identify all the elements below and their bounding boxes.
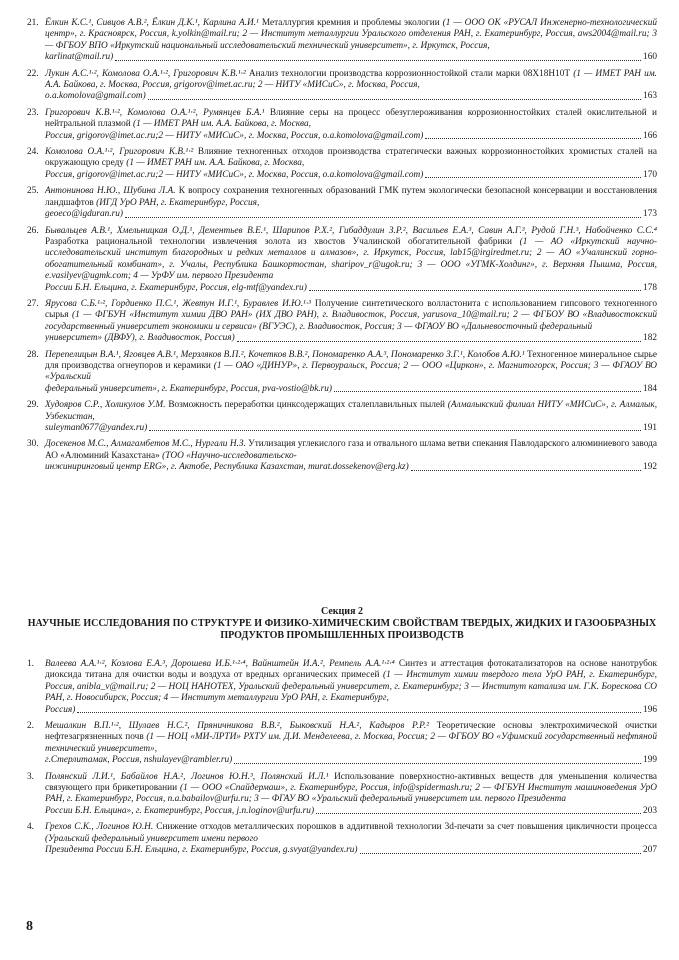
entry-authors: Ёлкин К.С.¹, Сивцов А.В.², Ёлкин Д.К.¹, Карлина А.И.¹ — [45, 18, 259, 28]
entry-title: Влияние техногенных отходов производства стратегически важных коррозионностойких хромистых сталей на окружающую среду — [45, 147, 658, 169]
dot-leader — [425, 177, 641, 178]
entry-affiliations-end: Россия) — [45, 704, 76, 715]
toc-entry — [27, 822, 657, 856]
toc-entry — [27, 659, 657, 716]
entry-affiliations-end: федеральный университет», г. Екатеринбург, Россия, pva-vostio@bk.ru) — [45, 383, 333, 394]
entry-last-line — [45, 462, 657, 473]
dot-leader — [237, 341, 641, 342]
entry-page-number: 207 — [643, 845, 657, 856]
toc-entry — [27, 299, 657, 345]
entry-affiliations: (1 — ООО ОК «РУСАЛ Инженерно-технологический центр», г. Красноярск, Россия, k.yolkin@mail.ru; 2 — Институт металлургии Уральского отделения РАН, г. Екатеринбург, Россия, aws2004@mail.ru; 3 — ФГБОУ ВПО «Иркутский национальный исследовательский технический университет», г. Иркутск, Россия, — [45, 18, 658, 51]
entry-last-line — [45, 91, 657, 102]
entry-title: Техногенное минеральное сырье для производства огнеупоров и керамики — [45, 349, 657, 371]
entry-number: 26. — [27, 225, 39, 236]
entry-title: Металлургия кремния и проблемы экологии — [261, 18, 440, 28]
entry-affiliations-end: suleyman0677@yandex.ru) — [45, 423, 148, 433]
entry-last-line — [45, 283, 657, 294]
entry-last-line — [45, 131, 657, 142]
entry-number: 3. — [27, 771, 34, 782]
entry-affiliations-end: Президента России Б.Н. Ельцина, г. Екатеринбург, Россия, g.svyat@yandex.ru) — [45, 845, 358, 856]
entry-page-number: 178 — [643, 282, 657, 293]
entry-affiliations: (ТОО «Научно-исследовательско- — [162, 450, 297, 461]
entry-title: Влияние серы на процесс обезуглероживания коррозионностойких сталей окислительной и нейтральной плазмой — [45, 107, 658, 130]
entry-number: 29. — [27, 400, 39, 411]
dot-leader — [309, 290, 641, 291]
entry-affiliations: (1 — АО «Иркутский научно-исследовательский институт благородных и редких металлов и алмазов», г. Иркутск, Россия, lab15@irgiredmet.ru; 2 — АО «Учалинский горно-обогатительный комбинат», г. Учалы, Республика Башкортостан, sharipov_r@ugok.ru; 3 — ООО «УГМК-Холдинг», г. Верхняя Пышма, Россия, e.vasilyev@ugmk.com; 4 — УрФУ им. первого Президента — [45, 236, 658, 282]
dot-leader — [77, 712, 641, 713]
entry-page-number: 199 — [643, 755, 657, 766]
entry-affiliations-end: г.Стерлитамак, Россия, nshulayev@rambler.ru) — [45, 755, 233, 766]
entry-page-number: 170 — [643, 169, 657, 180]
entry-authors: Мешалкин В.П.¹·², Шулаев Н.С.², Пряничникова В.В.², Быковский Н.А.², Кадыров Р.Р.² — [45, 721, 429, 732]
section-header — [27, 606, 657, 642]
entry-page-number: 160 — [643, 52, 657, 63]
entry-page-number: 196 — [643, 704, 657, 715]
dot-leader — [149, 430, 641, 431]
entry-affiliations: (ИГД УрО РАН, г. Екатеринбург, Россия, — [96, 197, 260, 208]
entry-affiliations-end: Россия, grigorov@imet.ac.ru;2 — НИТУ «МИСиС», г. Москва, Россия, o.a.komolova@gmail.com) — [45, 130, 424, 141]
dot-leader — [425, 138, 641, 139]
section-2-entries — [27, 659, 657, 862]
entry-last-line — [45, 806, 657, 817]
entry-title: К вопросу сохранения техногенных образований ГМК путем экологически безопасной консервации и восстановления ландшафтов — [45, 186, 657, 208]
entry-page-number: 192 — [643, 462, 657, 473]
entry-title: Возможность переработки цинксодержащих сталеплавильных пылей — [168, 400, 445, 411]
toc-entry — [27, 18, 657, 64]
entry-authors: Перепелицын В.А.¹, Яговцев А.В.¹, Мерзляков В.П.², Кочетков В.В.², Пономаренко А.А.³, Пономаренко З.Г.¹, Колобов А.Ю.¹ — [45, 349, 525, 360]
toc-entry — [27, 439, 657, 473]
entry-authors: Лукин А.С.¹·², Комолова О.А.¹·², Григорович К.В.¹·² — [45, 68, 246, 79]
entry-affiliations: (1 — ИМЕТ РАН им. А.А. Байкова, г. Москва, — [133, 119, 311, 130]
entry-affiliations-end: университет» (ДВФУ), г. Владивосток, Россия) — [45, 333, 235, 344]
dot-leader — [334, 391, 641, 392]
entry-authors: Досекенов М.С., Алмагамбетов М.С., Нургали Н.З. — [45, 439, 246, 450]
toc-entry — [27, 400, 657, 434]
entry-number: 23. — [27, 107, 39, 118]
entry-page-number: 184 — [643, 383, 657, 394]
entry-page-number: 173 — [643, 209, 657, 220]
entry-authors: Валеева А.А.¹·², Козлова Е.А.³, Дорошева И.Б.¹·²·⁴, Вайнштейн И.А.², Ремпель А.А.¹·²·⁴ — [45, 659, 395, 669]
entry-number: 28. — [27, 349, 39, 360]
toc-entry — [27, 226, 657, 294]
entry-last-line — [45, 755, 657, 766]
entry-affiliations-end: инжиниринговый центр ERG», г. Актобе, Республика Казахстан, murat.dossekenov@erg.kz) — [45, 462, 409, 473]
toc-entry — [27, 772, 657, 818]
page-number: 8 — [26, 919, 33, 934]
entry-page-number: 203 — [643, 805, 657, 816]
entry-authors: Грехов С.К., Логинов Ю.Н. — [45, 822, 154, 833]
entry-number: 30. — [27, 439, 39, 450]
entry-title: Получение синтетического волластонита с использованием гипсового техногенного сырья — [45, 298, 658, 321]
entry-authors: Григорович К.В.¹·², Комолова О.А.¹·², Румянцев Б.А.¹ — [45, 107, 265, 118]
entry-page-number: 163 — [643, 91, 657, 102]
entry-last-line — [45, 705, 657, 716]
entry-number: 4. — [27, 822, 34, 833]
toc-entry — [27, 108, 657, 142]
entry-number: 24. — [27, 147, 39, 158]
entry-title: Использование поверхностно-активных веществ для уменьшения количества связующего при брикетировании — [45, 771, 658, 794]
entry-number: 27. — [27, 298, 39, 309]
entry-affiliations: (Алмалыкский филиал НИТУ «МИСиС», г. Алмалык, Узбекистан, — [45, 400, 658, 422]
entry-last-line — [45, 384, 657, 395]
entry-last-line — [45, 845, 657, 856]
entry-number: 25. — [27, 186, 39, 197]
entry-title: Теоретические основы электрохимической очистки нефтезагрязненных почв — [45, 721, 657, 743]
entry-authors: Бывальцев А.В.¹, Хмельницкая О.Д.¹, Дементьев В.Е.¹, Шарипов Р.Х.², Гибаддулин З.Р.², Васильев Е.А.³, Савин А.Г.³, Рудой Г.Н.³, Набойченко С.С.⁴ — [45, 225, 657, 236]
entry-authors: Полянский Л.И.¹, Бабайлов Н.А.², Логинов Ю.Н.³, Полянский И.Л.¹ — [45, 771, 329, 782]
entry-affiliations: (1 — Институт химии твердого тела УрО РАН, г. Екатеринбург, Россия, anibla_v@mail.ru; 2 — НОЦ НАНОТЕХ, Уральский федеральный университет, г. Екатеринбург; 3 — Институт катализа им. Г.К. Борескова СО РАН, г. Новосибирск, Россия; 4 — Институт металлургии УрО РАН, г. Екатеринбург, — [45, 670, 657, 704]
toc-entry — [27, 69, 657, 103]
entry-affiliations-end: geoeco@igduran.ru) — [45, 209, 124, 220]
entry-title: Разработка рациональной технологии извлечения золота из хвостов Учалинской обогатительной фабрики — [45, 236, 513, 247]
entry-page-number: 191 — [643, 423, 657, 433]
toc-entry — [27, 147, 657, 181]
dot-leader — [234, 763, 641, 764]
dot-leader — [360, 853, 642, 854]
entry-affiliations: (1 — ОАО «ДИНУР», г. Первоуральск, Россия; 2 — ООО «Циркон», г. Магнитогорск, Россия; 3 — ФГАОУ ВО «Уральский — [45, 360, 658, 383]
entry-page-number: 166 — [643, 130, 657, 141]
entry-number: 1. — [27, 659, 34, 669]
dot-leader — [411, 470, 641, 471]
entry-affiliations: (1 — ИМЕТ РАН им. А.А. Байкова, г. Москва, — [126, 158, 305, 169]
entry-number: 22. — [27, 68, 39, 79]
entry-authors: Комолова О.А.¹·², Григорович К.В.¹·² — [45, 147, 194, 158]
entry-last-line — [45, 52, 657, 63]
section-1-entries — [27, 18, 657, 479]
section-title: НАУЧНЫЕ ИССЛЕДОВАНИЯ ПО СТРУКТУРЕ И ФИЗИКО-ХИМИЧЕСКИМ СВОЙСТВАМ ТВЕРДЫХ, ЖИДКИХ И ГАЗООБРАЗНЫХ ПРОДУКТОВ ПРОМЫШЛЕННЫХ ПРОИЗВОДСТВ — [27, 618, 657, 641]
entry-affiliations-end: России Б.Н. Ельцина, г. Екатеринбург, Россия, elg-mtf@yandex.ru) — [45, 282, 307, 293]
toc-entry — [27, 186, 657, 220]
entry-title: Снижение отходов металлических порошков в аддитивной технологии 3d-печати за счет повышения цикличности процесса — [156, 822, 657, 833]
toc-entry — [27, 721, 657, 767]
entry-authors: Антонинова Н.Ю., Шубина Л.А. — [45, 186, 176, 197]
entry-last-line — [45, 333, 657, 344]
dot-leader — [125, 217, 641, 218]
entry-title: Анализ технологии производства коррозионностойкой стали марки 08Х18Н10Т — [248, 68, 571, 79]
entry-last-line — [45, 209, 657, 220]
entry-affiliations: (1 — ООО «Спайдермаш», г. Екатеринбург, Россия, info@spidermash.ru; 2 — ФГБУН Институт машиноведения УрО РАН, г. Екатеринбург, Россия, n.a.babailov@urfu.ru; 3 — ФГАУ ВО «Уральский федеральный университет им. первого Президента — [45, 783, 657, 805]
entry-number: 2. — [27, 721, 34, 732]
entry-affiliations-end: России Б.Н. Ельцина», г. Екатеринбург, Россия, j.n.loginov@urfu.ru) — [45, 805, 315, 816]
entry-last-line — [45, 170, 657, 181]
dot-leader — [148, 99, 641, 100]
entry-affiliations-end: Россия, grigorov@imet.ac.ru;2 — НИТУ «МИСиС», г. Москва, Россия, o.a.komolova@gmail.com) — [45, 169, 424, 180]
entry-title: Синтез и аттестация фотокатализаторов на основе нанотрубок диоксида титана для очистки воды и воздуха от вредных органических примесей — [45, 659, 657, 681]
entry-affiliations: (Уральский федеральный университет имени первого — [45, 833, 258, 844]
dot-leader — [115, 60, 641, 61]
entry-authors: Ярусова С.Б.¹·², Гордиенко П.С.¹, Жевтун И.Г.¹, Буравлев И.Ю.¹·³ — [45, 298, 311, 309]
toc-entry — [27, 350, 657, 396]
entry-number: 21. — [27, 18, 39, 28]
entry-affiliations: (1 — ИМЕТ РАН им. А.А. Байкова, г. Москва, Россия, grigorov@imet.ac.ru; 2 — НИТУ «МИСиС», г. Москва, Россия, — [45, 68, 658, 91]
entry-affiliations-end: o.a.komolova@gmail.com) — [45, 91, 146, 102]
entry-authors: Худояров С.Р., Холикулов У.М. — [45, 400, 166, 411]
dot-leader — [316, 813, 641, 814]
entry-affiliations: (1 — ФГБУН «Институт химии ДВО РАН» (ИХ ДВО РАН), г. Владивосток, Россия, yarusova_10@mail.ru; 2 — ФГБОУ ВО «Владивостокский государственный университет экономики и сервиса» (ВГУЭС), г. Владивосток, Россия; 3 — ФГАОУ ВО «Дальневосточный федеральный — [45, 310, 657, 332]
section-label: Секция 2 — [321, 606, 363, 617]
entry-title: Утилизация углекислого газа и отвального шлама ветви спекания Павлодарского алюминиевого завода АО «Алюминий Казахстана» — [45, 439, 657, 461]
entry-page-number: 182 — [643, 333, 657, 344]
entry-last-line — [45, 423, 657, 434]
entry-affiliations: (1 — НОЦ «МИ-ЛРТИ» РХТУ им. Д.И. Менделеева, г. Москва, Россия; 2 — ФГБОУ ВО «Уфимский государственный нефтяной технический университет», — [45, 732, 657, 754]
entry-affiliations-end: karlinat@mail.ru) — [45, 52, 114, 63]
